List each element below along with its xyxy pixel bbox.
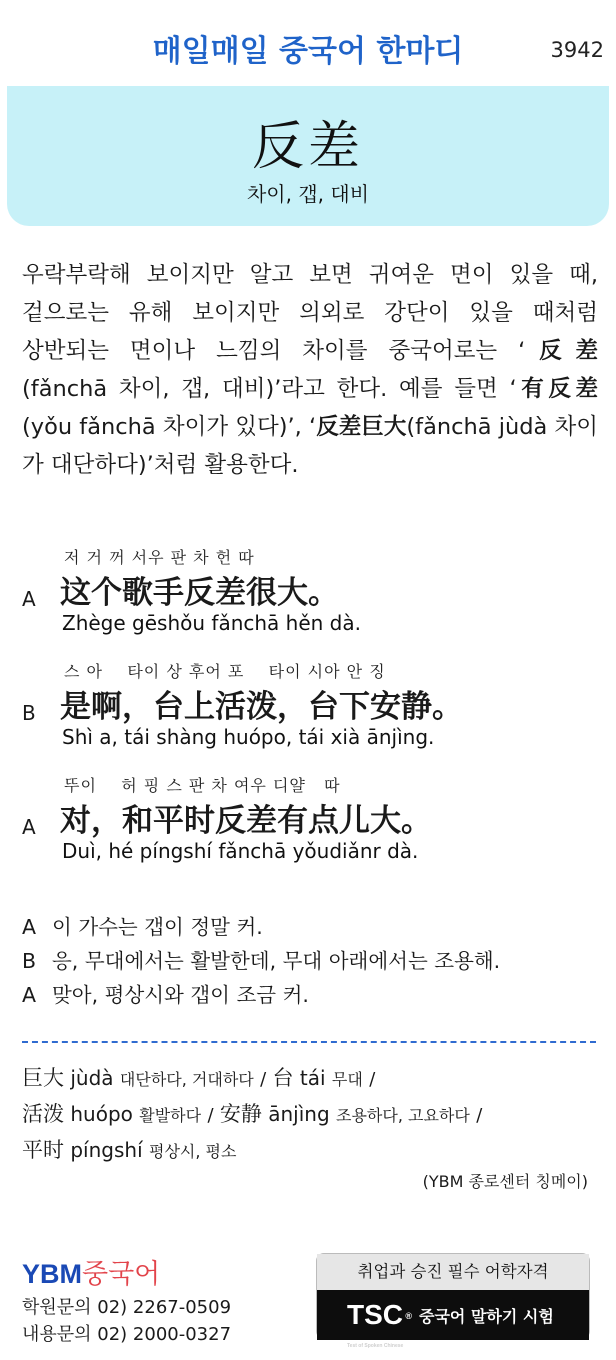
- vocab-line: [22, 1061, 602, 1097]
- series-title: 매일매일 중국어 한마디: [152, 34, 464, 69]
- korean-pronunciation: 스 아 타이 상 후어 포 타이 시아 안 징: [64, 662, 386, 681]
- vocab-separator: /: [260, 1069, 267, 1090]
- vocab-word: 安静: [219, 1102, 262, 1126]
- intro-line: [22, 408, 598, 446]
- vocab-pinyin: huópo: [70, 1102, 133, 1126]
- vocab-meaning: 조용하다, 고요하다: [336, 1106, 470, 1125]
- vocab-line: [22, 1097, 602, 1133]
- translation-text: 맞아, 평상시와 갭이 조금 커.: [52, 983, 309, 1007]
- intro-text: 우락부락해 보이지만 알고 보면 귀여운 면이 있을 때,: [22, 262, 598, 288]
- hanzi-highlight: 反差: [184, 575, 246, 611]
- intro-highlight: 有反差: [516, 376, 598, 402]
- translation-text: 이 가수는 갭이 정말 커.: [52, 915, 263, 939]
- intro-text: (fǎnchā jùdà 차이: [406, 414, 598, 440]
- vocab-line: [22, 1133, 602, 1169]
- vocab-pinyin: ānjìng: [268, 1102, 330, 1126]
- tsc-logo: [347, 1299, 412, 1349]
- korean-pronunciation: 뚜이 허 핑 스 판 차 여우 디얄 따: [64, 776, 341, 795]
- intro-line: [22, 446, 598, 484]
- intro-text: (yǒu fǎnchā 차이가 있다)’, ‘: [22, 414, 317, 440]
- vocab-separator: /: [476, 1105, 483, 1126]
- hanzi-text: 很大。: [246, 575, 339, 611]
- author-credit: (YBM 종로센터 칭메이): [422, 1172, 588, 1191]
- tsc-subtitle: Test of Spoken Chinese: [347, 1343, 404, 1349]
- intro-text: 가 대단하다)’처럼 활용한다.: [22, 452, 299, 478]
- vocab-word: 平时: [22, 1138, 64, 1162]
- intro-highlight: 反差: [525, 338, 598, 364]
- intro-text: 상반되는 면이나 느낌의 차이를 중국어로는 ‘: [22, 338, 526, 364]
- vocab-word: 活泼: [22, 1102, 64, 1126]
- vocabulary: [22, 1061, 602, 1169]
- content-contact: 내용문의 02) 2000-0327: [22, 1324, 232, 1345]
- vocab-separator: /: [369, 1069, 376, 1090]
- tsc-banner: [316, 1253, 590, 1349]
- vocab-pinyin: píngshí: [70, 1138, 143, 1162]
- tsc-description: 중국어 말하기 시험: [419, 1306, 554, 1326]
- tsc-logo-text: TSC: [347, 1299, 403, 1330]
- hanzi-text: 有点儿大。: [277, 803, 432, 839]
- intro-text: (fǎnchā 차이, 갭, 대비)’라고 한다. 예를 들면 ‘: [22, 376, 517, 402]
- intro-paragraph: [22, 256, 598, 484]
- hanzi-text: 是啊，台上活泼，台下安静。: [60, 689, 463, 725]
- vocab-meaning: 활발하다: [139, 1106, 202, 1125]
- intro-text: 겉으로는 유해 보이지만 의외로 강단이 있을 때처럼: [22, 300, 598, 326]
- dialogue: [22, 545, 602, 887]
- hero-panel: [7, 86, 609, 226]
- dialogue-turn: [22, 659, 602, 773]
- vocab-word: 台: [272, 1066, 294, 1090]
- speaker-label: A: [22, 983, 37, 1007]
- vocab-pinyin: jùdà: [70, 1066, 114, 1090]
- registered-mark: ®: [405, 1311, 412, 1321]
- pinyin: Zhège gēshǒu fǎnchā hěn dà.: [62, 611, 361, 635]
- speaker-label: A: [22, 587, 36, 611]
- hero-word: 反差: [251, 117, 364, 177]
- vocab-separator: /: [207, 1105, 214, 1126]
- hanzi-text: 对，和平时: [60, 803, 215, 839]
- intro-line: [22, 332, 598, 370]
- dashed-divider: [22, 1041, 596, 1043]
- chinese-logo-text: 중국어: [82, 1259, 161, 1290]
- chinese-sentence: [60, 681, 463, 726]
- translation: [22, 910, 602, 1012]
- vocab-pinyin: tái: [299, 1066, 326, 1090]
- translation-row: [22, 978, 602, 1012]
- header: [0, 0, 616, 86]
- pinyin: Shì a, tái shàng huópo, tái xià ānjìng.: [62, 725, 435, 749]
- korean-pronunciation: 저 거 꺼 서우 판 차 헌 따: [64, 548, 255, 567]
- speaker-label: A: [22, 915, 37, 939]
- vocab-meaning: 무대: [331, 1070, 363, 1089]
- dialogue-turn: [22, 773, 602, 887]
- chinese-sentence: [60, 795, 432, 840]
- translation-row: [22, 944, 602, 978]
- academy-contact: 학원문의 02) 2267-0509: [22, 1297, 232, 1318]
- speaker-label: B: [22, 701, 36, 725]
- speaker-label: B: [22, 949, 37, 973]
- vocab-meaning: 평상시, 평소: [149, 1142, 237, 1161]
- intro-line: [22, 256, 598, 294]
- hanzi-text: 这个歌手: [60, 575, 184, 611]
- vocab-word: 巨大: [22, 1066, 64, 1090]
- tsc-logo-bar: [317, 1290, 589, 1349]
- tsc-tagline: 취업과 승진 필수 어학자격: [317, 1254, 589, 1290]
- speaker-label: A: [22, 815, 36, 839]
- ybm-chinese-logo: [22, 1252, 160, 1291]
- chinese-sentence: [60, 567, 339, 612]
- hanzi-highlight: 反差: [215, 803, 277, 839]
- issue-number: 3942: [550, 38, 604, 62]
- translation-text: 응, 무대에서는 활발한데, 무대 아래에서는 조용해.: [52, 949, 501, 973]
- intro-highlight: 反差巨大: [316, 414, 407, 440]
- translation-row: [22, 910, 602, 944]
- intro-line: [22, 370, 598, 408]
- pinyin: Duì, hé píngshí fǎnchā yǒudiǎnr dà.: [62, 839, 419, 863]
- ybm-logo-text: YBM: [22, 1259, 82, 1289]
- intro-line: [22, 294, 598, 332]
- dialogue-turn: [22, 545, 602, 659]
- vocab-meaning: 대단하다, 거대하다: [119, 1070, 254, 1089]
- hero-meaning: 차이, 갭, 대비: [246, 182, 370, 206]
